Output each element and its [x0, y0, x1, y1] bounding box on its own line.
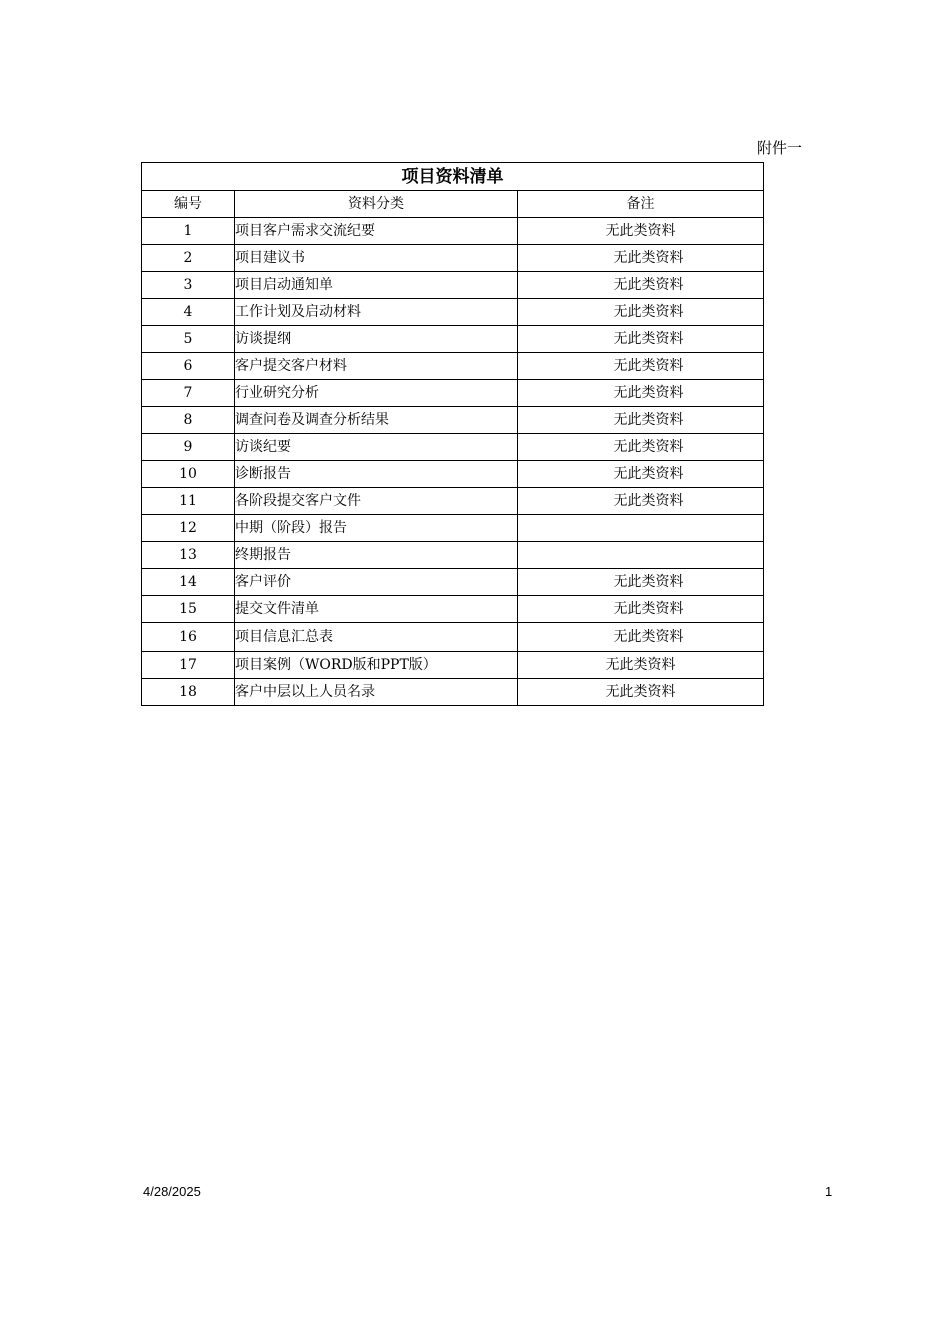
row-category: 各阶段提交客户文件: [235, 488, 518, 515]
attachment-label: 附件一: [757, 139, 803, 157]
table-row: [142, 407, 764, 434]
row-note: [518, 542, 764, 569]
row-category: 行业研究分析: [235, 380, 518, 407]
row-category: 访谈提纲: [235, 326, 518, 353]
row-note: 无此类资料: [518, 380, 764, 407]
table-row: [142, 434, 764, 461]
row-category: 项目信息汇总表: [235, 623, 518, 652]
row-category: 项目客户需求交流纪要: [235, 218, 518, 245]
table-row: [142, 218, 764, 245]
table-row: [142, 272, 764, 299]
row-number: 3: [142, 272, 235, 299]
row-note: 无此类资料: [518, 461, 764, 488]
table-row: [142, 596, 764, 623]
table-row: [142, 461, 764, 488]
table-header-row: [142, 191, 764, 218]
table-row: [142, 542, 764, 569]
table-row: [142, 326, 764, 353]
row-category: 客户提交客户材料: [235, 353, 518, 380]
row-number: 10: [142, 461, 235, 488]
row-number: 18: [142, 679, 235, 706]
row-note: [518, 515, 764, 542]
row-note: 无此类资料: [518, 407, 764, 434]
row-category: 诊断报告: [235, 461, 518, 488]
row-number: 8: [142, 407, 235, 434]
row-note: 无此类资料: [518, 353, 764, 380]
row-category: 终期报告: [235, 542, 518, 569]
row-number: 11: [142, 488, 235, 515]
table-row: [142, 652, 764, 679]
row-number: 13: [142, 542, 235, 569]
row-note: 无此类资料: [518, 679, 764, 706]
row-number: 14: [142, 569, 235, 596]
table-title-row: [142, 163, 764, 191]
row-category: 项目启动通知单: [235, 272, 518, 299]
row-number: 7: [142, 380, 235, 407]
row-note: 无此类资料: [518, 434, 764, 461]
table-row: [142, 245, 764, 272]
table-title: 项目资料清单: [142, 163, 764, 191]
row-note: 无此类资料: [518, 326, 764, 353]
row-category: 客户中层以上人员名录: [235, 679, 518, 706]
row-number: 9: [142, 434, 235, 461]
row-category: 提交文件清单: [235, 596, 518, 623]
row-note: 无此类资料: [518, 299, 764, 326]
table-row: [142, 679, 764, 706]
row-category: 客户评价: [235, 569, 518, 596]
row-category: 中期（阶段）报告: [235, 515, 518, 542]
row-number: 2: [142, 245, 235, 272]
row-note: 无此类资料: [518, 623, 764, 652]
row-number: 17: [142, 652, 235, 679]
header-number: 编号: [142, 191, 235, 218]
table-row: [142, 515, 764, 542]
footer-page-number: 1: [825, 1184, 833, 1199]
row-note: 无此类资料: [518, 245, 764, 272]
row-number: 6: [142, 353, 235, 380]
row-note: 无此类资料: [518, 596, 764, 623]
row-note: 无此类资料: [518, 488, 764, 515]
footer-date: 4/28/2025: [143, 1184, 201, 1199]
table-row: [142, 380, 764, 407]
row-number: 5: [142, 326, 235, 353]
row-number: 1: [142, 218, 235, 245]
row-category: 调查问卷及调查分析结果: [235, 407, 518, 434]
project-materials-table: [141, 162, 764, 706]
row-note: 无此类资料: [518, 218, 764, 245]
row-category: 访谈纪要: [235, 434, 518, 461]
header-note: 备注: [518, 191, 764, 218]
row-number: 12: [142, 515, 235, 542]
row-category: 项目案例（WORD版和PPT版）: [235, 652, 518, 679]
table-row: [142, 569, 764, 596]
row-note: 无此类资料: [518, 272, 764, 299]
row-note: 无此类资料: [518, 569, 764, 596]
table-row: [142, 353, 764, 380]
table-row: [142, 488, 764, 515]
row-category: 项目建议书: [235, 245, 518, 272]
header-category: 资料分类: [235, 191, 518, 218]
row-number: 16: [142, 623, 235, 652]
row-number: 4: [142, 299, 235, 326]
table-row: [142, 299, 764, 326]
row-note: 无此类资料: [518, 652, 764, 679]
row-number: 15: [142, 596, 235, 623]
row-category: 工作计划及启动材料: [235, 299, 518, 326]
table-row: [142, 623, 764, 652]
